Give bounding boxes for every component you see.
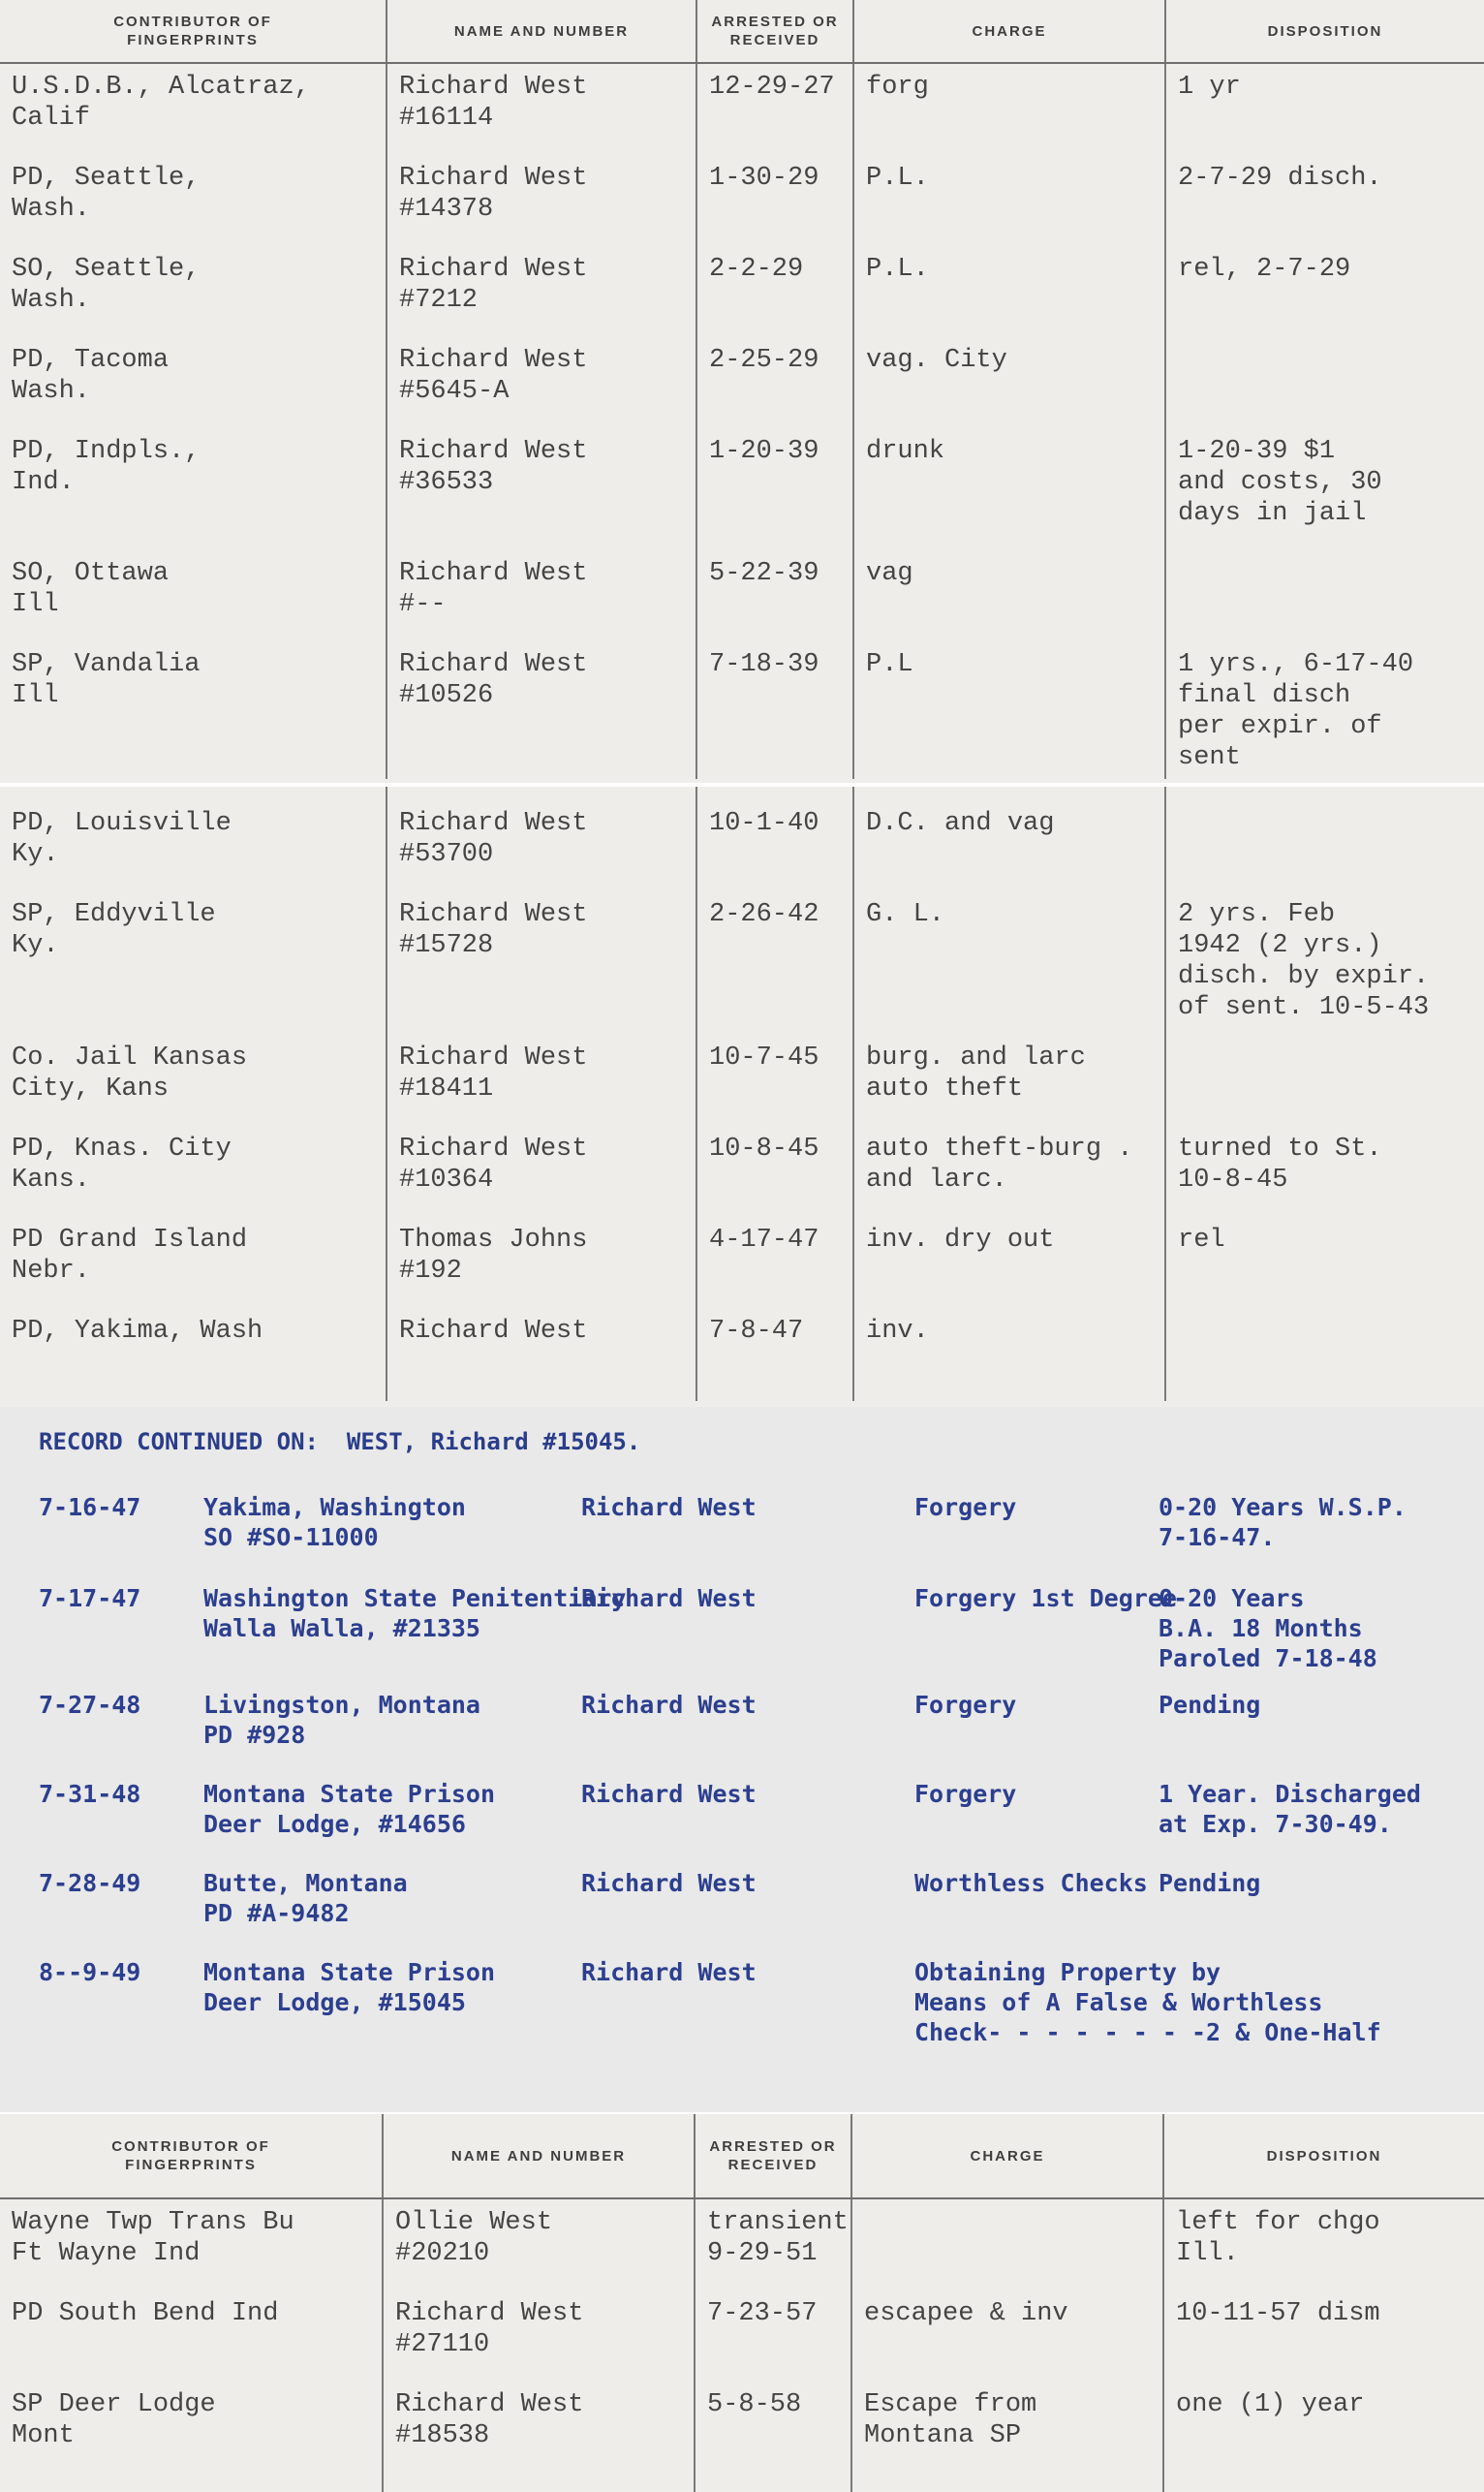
- record-name-cell: Richard West #18411: [387, 1035, 697, 1126]
- continuation-disposition: 0-20 Years W.S.P. 7-16-47.: [1159, 1493, 1407, 1551]
- card3-rows: [0, 2199, 1484, 2492]
- spacer-cell: [387, 787, 697, 800]
- record-contributor-cell: Wayne Twp Trans Bu Ft Wayne Ind: [0, 2199, 384, 2290]
- record-contributor-cell: PD Grand Island Nebr.: [0, 1217, 387, 1308]
- record-name-cell: Richard West #10364: [387, 1126, 697, 1217]
- spacer-cell: [697, 787, 854, 800]
- header-charge: CHARGE: [852, 2114, 1164, 2197]
- record-contributor-cell: PD, Yakima, Wash: [0, 1308, 387, 1401]
- record-charge-cell: vag: [854, 550, 1166, 641]
- card1-rows: [0, 64, 1484, 779]
- record-contributor-cell: SP, Eddyville Ky.: [0, 891, 387, 1035]
- continuation-place: Yakima, Washington SO #SO-11000: [203, 1493, 466, 1551]
- record-disposition-cell: [1166, 800, 1484, 891]
- record-contributor-cell: SP, Vandalia Ill: [0, 641, 387, 779]
- record-contributor-cell: SO, Seattle, Wash.: [0, 246, 387, 337]
- record-charge-cell: G. L.: [854, 891, 1166, 1035]
- record-disposition-cell: [1166, 1308, 1484, 1401]
- continuation-disposition: Pending: [1159, 1869, 1261, 1897]
- card-header-row: [0, 0, 1484, 64]
- record-date-cell: 2-25-29: [697, 337, 854, 428]
- card-header-row: [0, 2114, 1484, 2199]
- record-date-cell: 10-8-45: [697, 1126, 854, 1217]
- spacer-cell: [0, 787, 387, 800]
- record-contributor-cell: PD, Indpls., Ind.: [0, 428, 387, 550]
- record-name-cell: Richard West #53700: [387, 800, 697, 891]
- record-name-cell: Richard West #18538: [384, 2382, 696, 2492]
- record-date-cell: 2-26-42: [697, 891, 854, 1035]
- continuation-name: Richard West: [581, 1493, 757, 1521]
- continuation-name: Richard West: [581, 1584, 757, 1612]
- continuation-date: 7-31-48: [39, 1780, 141, 1808]
- record-disposition-cell: 1 yr: [1178, 73, 1241, 102]
- record-name-cell: Ollie West #20210: [384, 2199, 696, 2290]
- record-contributor-cell: PD, Seattle, Wash.: [0, 155, 387, 246]
- record-card-3: [0, 2114, 1484, 2492]
- header-name-number: NAME AND NUMBER: [387, 0, 697, 62]
- record-disposition-cell: 1 yrs., 6-17-40 final disch per expir. of sent: [1178, 650, 1414, 772]
- record-date-cell: 2-2-29: [697, 246, 854, 337]
- record-date-cell: 1-20-39: [697, 428, 854, 550]
- continuation-date: 7-28-49: [39, 1869, 141, 1897]
- record-name-cell: Richard West #14378: [387, 155, 697, 246]
- header-name-number: NAME AND NUMBER: [384, 2114, 696, 2197]
- record-disposition-cell: 2 yrs. Feb 1942 (2 yrs.) disch. by expir. of sent. 10-5-43: [1178, 900, 1430, 1022]
- record-disposition-cell: 1-20-39 $1 and costs, 30 days in jail: [1178, 437, 1382, 528]
- record-contributor-cell: PD, Tacoma Wash.: [0, 337, 387, 428]
- continuation-charge: Forgery 1st Degree: [914, 1584, 1177, 1612]
- continuation-name: Richard West: [581, 1869, 757, 1897]
- record-disposition-cell: [1166, 1035, 1484, 1126]
- record-contributor-cell: Co. Jail Kansas City, Kans: [0, 1035, 387, 1126]
- spacer-cell: [854, 787, 1166, 800]
- record-name-cell: Richard West #7212: [387, 246, 697, 337]
- record-charge-cell: P.L.: [854, 155, 1166, 246]
- continuation-charge: Obtaining Property by Means of A False & Worthless Check- - - - - - - -2 & One-Half: [914, 1958, 1381, 2046]
- record-charge-cell: D.C. and vag: [854, 800, 1166, 891]
- record-date-cell: 5-8-58: [696, 2382, 852, 2492]
- record-charge-cell: inv.: [854, 1308, 1166, 1401]
- continuation-name: Richard West: [581, 1691, 757, 1719]
- record-name-cell: Thomas Johns #192: [387, 1217, 697, 1308]
- continuation-place: Montana State Prison Deer Lodge, #15045: [203, 1958, 496, 2016]
- record-disposition-cell: rel: [1178, 1226, 1225, 1255]
- record-name-cell: Richard West #--: [387, 550, 697, 641]
- continuation-disposition: 0-20 Years B.A. 18 Months Paroled 7-18-48: [1159, 1584, 1377, 1672]
- record-charge-cell: forg: [854, 64, 1166, 155]
- record-name-cell: Richard West #15728: [387, 891, 697, 1035]
- record-name-cell: Richard West: [387, 1308, 697, 1401]
- header-charge: CHARGE: [854, 0, 1166, 62]
- spacer-cell: [1166, 787, 1484, 800]
- record-charge-cell: [852, 2199, 1164, 2290]
- record-name-cell: Richard West #16114: [387, 64, 697, 155]
- record-disposition-cell: 10-11-57 dism: [1176, 2299, 1380, 2328]
- record-contributor-cell: PD South Bend Ind: [0, 2290, 384, 2382]
- continuation-charge: Forgery: [914, 1493, 1017, 1521]
- record-name-cell: Richard West #36533: [387, 428, 697, 550]
- record-charge-cell: P.L.: [854, 246, 1166, 337]
- record-date-cell: 4-17-47: [697, 1217, 854, 1308]
- record-date-cell: 7-8-47: [697, 1308, 854, 1401]
- header-arrested-received: ARRESTED OR RECEIVED: [697, 0, 854, 62]
- record-contributor-cell: SO, Ottawa Ill: [0, 550, 387, 641]
- continuation-disposition: 1 Year. Discharged at Exp. 7-30-49.: [1159, 1780, 1421, 1838]
- record-name-cell: Richard West #10526: [387, 641, 697, 779]
- record-date-cell: 5-22-39: [697, 550, 854, 641]
- continuation-disposition: Pending: [1159, 1691, 1261, 1719]
- record-contributor-cell: U.S.D.B., Alcatraz, Calif: [0, 64, 387, 155]
- continuation-place: Montana State Prison Deer Lodge, #14656: [203, 1780, 496, 1838]
- record-charge-cell: escapee & inv: [852, 2290, 1164, 2382]
- continuation-date: 8--9-49: [39, 1958, 141, 1986]
- record-charge-cell: Escape from Montana SP: [852, 2382, 1164, 2492]
- record-charge-cell: inv. dry out: [854, 1217, 1166, 1308]
- record-contributor-cell: SP Deer Lodge Mont: [0, 2382, 384, 2492]
- record-charge-cell: vag. City: [854, 337, 1166, 428]
- continuation-title: RECORD CONTINUED ON: WEST, Richard #15045.: [39, 1428, 641, 1455]
- record-charge-cell: burg. and larc auto theft: [854, 1035, 1166, 1126]
- record-card-1: [0, 0, 1484, 783]
- record-date-cell: 1-30-29: [697, 155, 854, 246]
- record-date-cell: 12-29-27: [697, 64, 854, 155]
- record-disposition-cell: one (1) year: [1176, 2390, 1365, 2419]
- record-name-cell: Richard West #5645-A: [387, 337, 697, 428]
- header-arrested-received: ARRESTED OR RECEIVED: [696, 2114, 852, 2197]
- record-date-cell: 10-7-45: [697, 1035, 854, 1126]
- header-contributor: CONTRIBUTOR OF FINGERPRINTS: [0, 2114, 384, 2197]
- header-disposition: DISPOSITION: [1266, 2147, 1382, 2165]
- record-disposition-cell: left for chgo Ill.: [1176, 2208, 1380, 2268]
- continuation-charge: Worthless Checks: [914, 1869, 1148, 1897]
- record-charge-cell: P.L: [854, 641, 1166, 779]
- record-disposition-cell: [1166, 550, 1484, 641]
- continuation-place: Washington State Penitentiary Walla Walla, #21335: [203, 1584, 627, 1642]
- continuation-place: Livingston, Montana PD #928: [203, 1691, 480, 1749]
- record-charge-cell: auto theft-burg . and larc.: [854, 1126, 1166, 1217]
- continuation-charge: Forgery: [914, 1691, 1017, 1719]
- record-date-cell: 7-23-57: [696, 2290, 852, 2382]
- continuation-date: 7-17-47: [39, 1584, 141, 1612]
- card2-rows: [0, 787, 1484, 1401]
- record-contributor-cell: PD, Louisville Ky.: [0, 800, 387, 891]
- header-disposition: DISPOSITION: [1267, 22, 1383, 40]
- continuation-place: Butte, Montana PD #A-9482: [203, 1869, 408, 1927]
- continuation-date: 7-16-47: [39, 1493, 141, 1521]
- continuation-sheet: [0, 1407, 1484, 2112]
- continuation-name: Richard West: [581, 1780, 757, 1808]
- record-disposition-cell: 2-7-29 disch.: [1178, 164, 1382, 193]
- record-name-cell: Richard West #27110: [384, 2290, 696, 2382]
- continuation-name: Richard West: [581, 1958, 757, 1986]
- record-date-cell: 10-1-40: [697, 800, 854, 891]
- record-date-cell: 7-18-39: [697, 641, 854, 779]
- continuation-date: 7-27-48: [39, 1691, 141, 1719]
- record-date-cell: transient 9-29-51: [696, 2199, 852, 2290]
- record-charge-cell: drunk: [854, 428, 1166, 550]
- continuation-charge: Forgery: [914, 1780, 1017, 1808]
- header-contributor: CONTRIBUTOR OF FINGERPRINTS: [0, 0, 387, 62]
- record-contributor-cell: PD, Knas. City Kans.: [0, 1126, 387, 1217]
- record-disposition-cell: rel, 2-7-29: [1178, 255, 1351, 284]
- record-card-2: [0, 787, 1484, 1407]
- record-disposition-cell: [1166, 337, 1484, 428]
- record-disposition-cell: turned to St. 10-8-45: [1178, 1135, 1382, 1195]
